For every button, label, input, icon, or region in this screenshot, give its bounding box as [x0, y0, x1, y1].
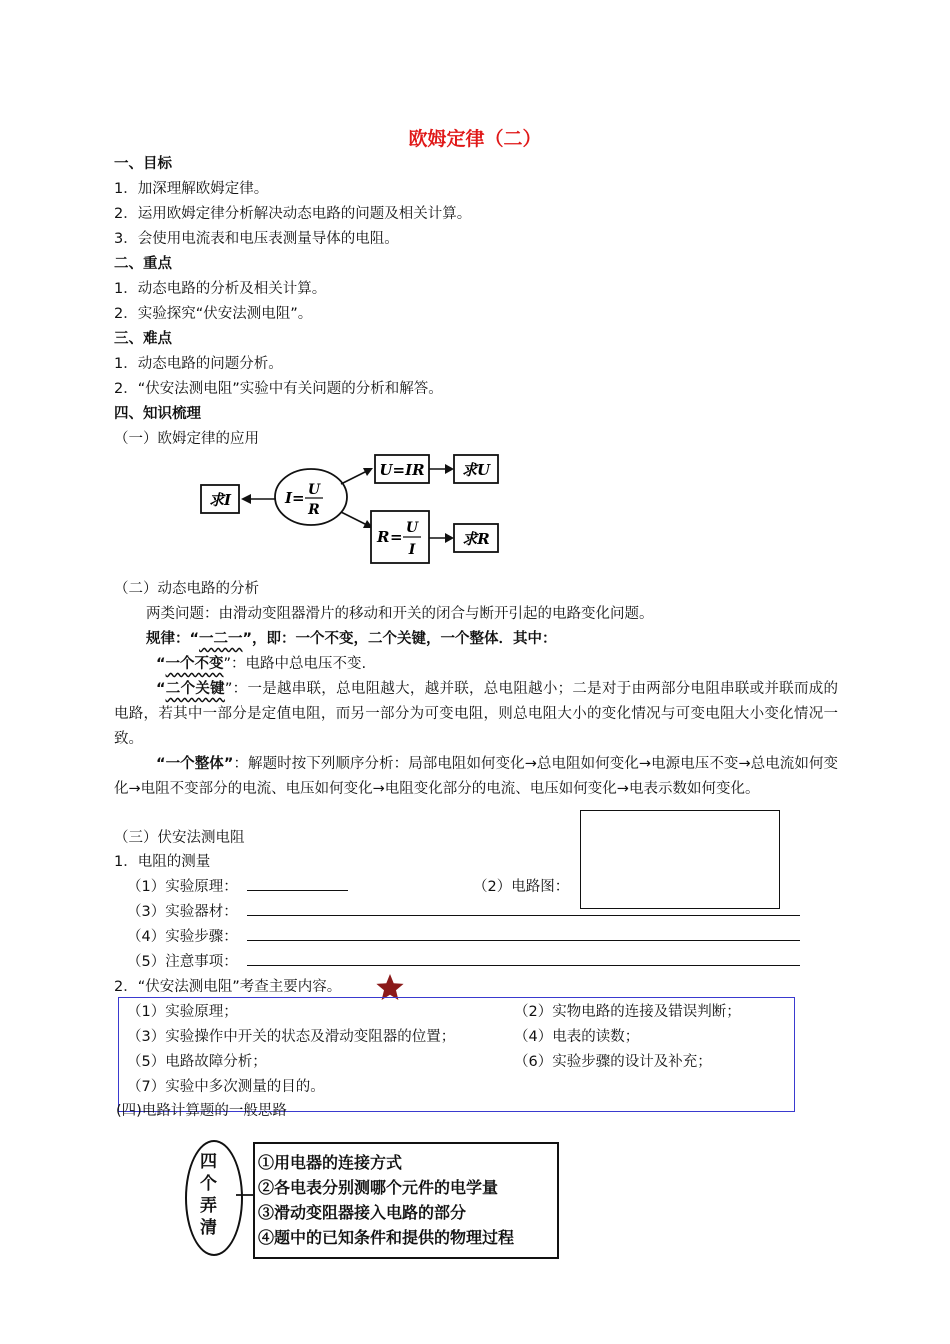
find-i-label: 求I	[208, 491, 232, 509]
bottom-eq: =	[390, 528, 403, 546]
difficulty-item: 1．动态电路的问题分析。	[114, 356, 283, 372]
goal-item: 1．加深理解欧姆定律。	[114, 181, 269, 197]
center-eq: =	[292, 489, 305, 507]
exam-item: （5）电路故障分析；	[127, 1054, 267, 1070]
bottom-frac-num: U	[405, 520, 419, 536]
section-heading-knowledge: 四、知识梳理	[114, 406, 201, 422]
part4-heading: (四)电路计算题的一般思路	[116, 1103, 287, 1119]
arrow-head-icon	[445, 533, 454, 543]
principle-label: （1）实验原理：	[127, 879, 238, 895]
page-title: 欧姆定律（二）	[408, 128, 542, 150]
part3-heading: （三）伏安法测电阻	[114, 830, 245, 846]
exam-item: （7）实验中多次测量的目的。	[127, 1079, 325, 1095]
principle-blank[interactable]	[247, 890, 348, 891]
ohms-law-diagram	[195, 450, 515, 570]
clarify-item: ②各电表分别测哪个元件的电学量	[258, 1178, 499, 1197]
steps-label: （4）实验步骤：	[127, 929, 238, 945]
find-r-label: 求R	[462, 530, 490, 548]
part2-heading: （二）动态电路的分析	[114, 581, 259, 597]
rule-one-whole: “一个整体”：解题时按下列顺序分析：局部电阻如何变化→总电阻如何变化→电源电压不变→总电流如何变化→电阻不变部分的电流、电压如何变化→电阻变化部分的电流、电压如何变化→电表示数如何变化。	[114, 756, 839, 797]
clarify-item: ①用电器的连接方式	[258, 1153, 403, 1172]
bottom-frac-den: I	[408, 542, 416, 558]
section-heading-goals: 一、目标	[114, 156, 172, 172]
exam-item: （2）实物电路的连接及错误判断；	[514, 1004, 741, 1020]
goal-item: 3．会使用电流表和电压表测量导体的电阻。	[114, 231, 399, 247]
part2-intro: 两类问题：由滑动变阻器滑片的移动和开关的闭合与断开引起的电路变化问题。	[146, 606, 654, 622]
clarify-item: ④题中的已知条件和提供的物理过程	[258, 1228, 515, 1247]
arrow-head-icon	[445, 464, 454, 474]
top-formula: U=IR	[379, 461, 425, 479]
equipment-label: （3）实验器材：	[127, 904, 238, 920]
exam-item: （3）实验操作中开关的状态及滑动变阻器的位置；	[127, 1029, 456, 1045]
measurement-heading: 1．电阻的测量	[114, 854, 211, 870]
circuit-label: （2）电路图：	[473, 879, 570, 895]
exam-item: （1）实验原理；	[127, 1004, 238, 1020]
equipment-blank[interactable]	[247, 915, 800, 916]
center-frac-num: U	[307, 482, 321, 498]
part2-rule: 规律：“一二一”，即：一个不变，二个关键，一个整体．其中：	[146, 631, 557, 647]
key-point-item: 1．动态电路的分析及相关计算。	[114, 281, 327, 297]
exam-item: （6）实验步骤的设计及补充；	[514, 1054, 712, 1070]
rule-one-constant: “一个不变”：电路中总电压不变.	[156, 656, 367, 672]
center-lhs: I	[285, 489, 293, 507]
goal-item: 2．运用欧姆定律分析解决动态电路的问题及相关计算。	[114, 206, 472, 222]
find-u-label: 求U	[461, 461, 491, 479]
center-frac-den: R	[308, 502, 320, 518]
steps-blank[interactable]	[247, 940, 800, 941]
key-point-item: 2．实验探究“伏安法测电阻”。	[114, 306, 313, 322]
exam-item: （4）电表的读数；	[514, 1029, 640, 1045]
part1-heading: （一）欧姆定律的应用	[114, 431, 259, 447]
difficulty-item: 2．“伏安法测电阻”实验中有关问题的分析和解答。	[114, 381, 443, 397]
notes-blank[interactable]	[247, 965, 800, 966]
bottom-lhs: R	[377, 528, 390, 546]
four-clarify-label: 四 个 弄 清	[200, 1152, 217, 1238]
arrow-head-icon	[241, 494, 251, 504]
exam-content-heading: 2．“伏安法测电阻”考查主要内容。	[114, 979, 342, 995]
circuit-diagram-box	[580, 810, 780, 909]
clarify-item: ③滑动变阻器接入电路的部分	[258, 1203, 467, 1222]
rule-two-keys: “二个关键”：一是越串联，总电阻越大，越并联，总电阻越小；二是对于由两部分电阻串联或并联而成的电路，若其中一部分是定值电阻，而另一部分为可变电阻，则总电阻大小的变化情况与可变电阻大小变化情况一致。	[114, 681, 838, 747]
notes-label: （5）注意事项：	[127, 954, 238, 970]
section-heading-difficulties: 三、难点	[114, 331, 172, 347]
section-heading-key-points: 二、重点	[114, 256, 172, 272]
